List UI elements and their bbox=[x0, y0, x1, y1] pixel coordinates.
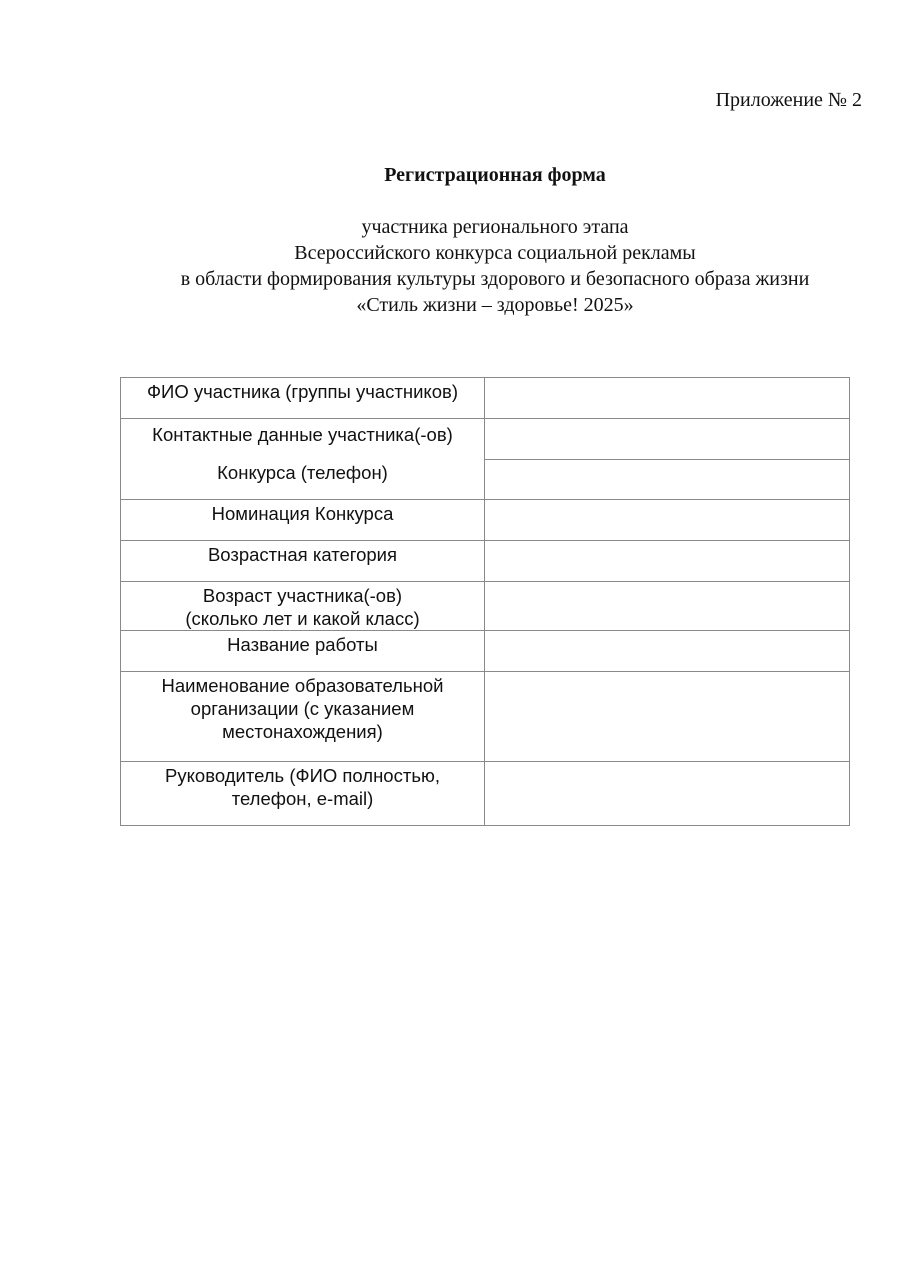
form-subtitle bbox=[0, 214, 905, 318]
organization-field[interactable] bbox=[485, 672, 850, 762]
age-category-field[interactable] bbox=[485, 541, 850, 582]
label-line: ФИО участника (группы участников) bbox=[146, 381, 458, 402]
supervisor-field[interactable] bbox=[485, 762, 850, 826]
label-line: местонахождения) bbox=[222, 721, 383, 742]
label-line: (сколько лет и какой класс) bbox=[185, 608, 420, 629]
table-row bbox=[121, 541, 850, 582]
row-label-organization bbox=[121, 672, 485, 762]
appendix-label: Приложение № 2 bbox=[715, 89, 862, 111]
subtitle-line: «Стиль жизни – здоровье! 2025» bbox=[356, 294, 634, 316]
participant-name-field[interactable] bbox=[485, 378, 850, 419]
table-row bbox=[121, 500, 850, 541]
table-row bbox=[121, 762, 850, 826]
label-line: Возрастная категория bbox=[207, 544, 398, 565]
label-line: Руководитель (ФИО полностью, bbox=[165, 765, 440, 786]
form-title: Регистрационная форма bbox=[384, 164, 606, 186]
row-label-contact-data bbox=[121, 419, 485, 500]
label-line: Контактные данные участника(-ов) bbox=[152, 424, 453, 445]
contact-data-field-1[interactable] bbox=[485, 419, 850, 460]
row-label-age-category bbox=[121, 541, 485, 582]
row-label-work-title bbox=[121, 631, 485, 672]
label-line: Конкурса (телефон) bbox=[217, 462, 388, 483]
registration-table bbox=[120, 377, 850, 826]
nomination-field[interactable] bbox=[485, 500, 850, 541]
table-row bbox=[121, 378, 850, 419]
label-line: Наименование образовательной bbox=[161, 675, 444, 696]
label-line: Возраст участника(-ов) bbox=[202, 585, 403, 606]
row-label-nomination bbox=[121, 500, 485, 541]
work-title-field[interactable] bbox=[485, 631, 850, 672]
label-line: телефон, e-mail) bbox=[231, 788, 374, 809]
subtitle-line: Всероссийского конкурса социальной рекламы bbox=[294, 242, 696, 264]
row-label-participant-name bbox=[121, 378, 485, 419]
row-label-supervisor bbox=[121, 762, 485, 826]
label-line: Название работы bbox=[227, 634, 378, 655]
label-line: Номинация Конкурса bbox=[211, 503, 394, 524]
row-label-participant-age bbox=[121, 582, 485, 631]
subtitle-line: в области формирования культуры здорового и безопасного образа жизни bbox=[180, 268, 810, 290]
table-row bbox=[121, 582, 850, 631]
table-row bbox=[121, 672, 850, 762]
subtitle-line: участника регионального этапа bbox=[361, 216, 629, 238]
label-wrap bbox=[121, 419, 484, 499]
contact-data-field-2[interactable] bbox=[485, 459, 850, 500]
table-row bbox=[121, 631, 850, 672]
table-row bbox=[121, 419, 850, 460]
participant-age-field[interactable] bbox=[485, 582, 850, 631]
label-line: организации (с указанием bbox=[190, 698, 415, 719]
